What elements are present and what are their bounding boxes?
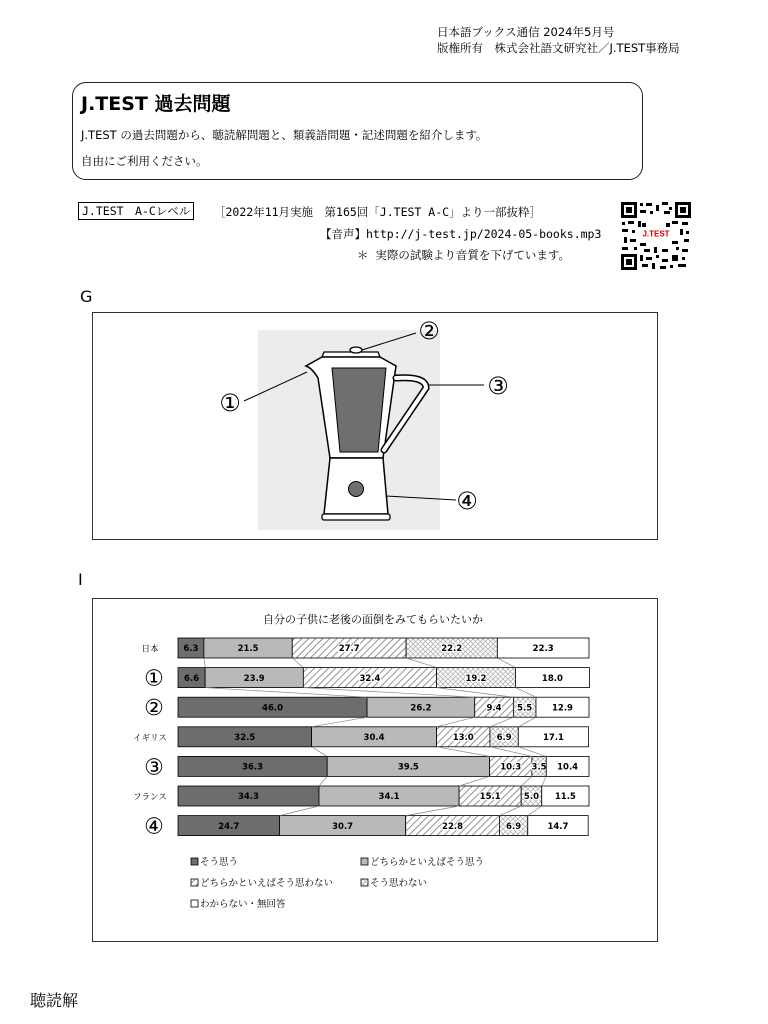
- qr-code-image: [620, 201, 692, 271]
- connector-line: [437, 717, 475, 727]
- data-label: 27.7: [338, 644, 360, 655]
- pot-content: [332, 368, 386, 452]
- data-label: 13.0: [452, 733, 474, 743]
- legend-label: どちらかといえばそう思う: [370, 857, 485, 868]
- data-label: 24.7: [218, 821, 240, 832]
- intro-box: [72, 82, 643, 180]
- connector-line: [521, 776, 532, 786]
- data-label: 6.6: [184, 673, 200, 684]
- legend-label: そう思う: [200, 857, 239, 868]
- coffee-pot-illustration: [93, 313, 657, 539]
- category-label: イギリス: [133, 733, 167, 744]
- connector-line: [518, 717, 536, 727]
- data-label: 6.9: [506, 821, 522, 832]
- data-label: 22.2: [441, 644, 463, 655]
- category-label: 日本: [141, 644, 159, 655]
- intro-line-2: 自由にご利用ください。: [81, 154, 208, 168]
- stacked-bar-chart: [93, 599, 657, 941]
- legend-label: わからない・無回答: [200, 899, 286, 910]
- data-label: 18.0: [541, 673, 563, 684]
- data-label: 21.5: [237, 644, 259, 655]
- data-label: 19.2: [465, 673, 487, 684]
- data-label: 12.9: [551, 703, 573, 714]
- qr-logo-text: J.TEST: [642, 229, 670, 239]
- legend-swatch: [191, 900, 198, 907]
- connector-line: [518, 747, 546, 757]
- legend-swatch: [191, 879, 198, 886]
- section-g-panel: [92, 312, 658, 540]
- data-label: 6.3: [183, 644, 199, 655]
- data-label: 22.8: [442, 821, 464, 832]
- connector-line: [490, 717, 513, 727]
- source-note: ［2022年11月実施 第165回「J.TEST A-C」より一部抜粋］: [214, 205, 542, 219]
- callout-label-2: ②: [418, 317, 440, 345]
- connector-line: [406, 658, 436, 668]
- connector-line: [205, 688, 367, 698]
- connector-line: [490, 747, 532, 757]
- connector-line: [528, 806, 542, 816]
- data-label: 36.3: [242, 762, 264, 773]
- connector-line: [280, 806, 319, 816]
- category-label: ③: [144, 755, 164, 781]
- data-label: 9.4: [486, 703, 502, 714]
- legend-label: どちらかといえばそう思わない: [200, 878, 334, 889]
- data-label: 10.3: [500, 762, 522, 773]
- connector-line: [204, 658, 205, 668]
- connector-line: [406, 806, 459, 816]
- connector-line: [319, 776, 327, 786]
- data-label: 34.1: [378, 792, 400, 803]
- legend-swatch: [361, 858, 368, 865]
- data-label: 17.1: [542, 733, 564, 743]
- category-label: フランス: [133, 792, 167, 803]
- data-label: 15.1: [479, 792, 501, 803]
- data-label: 10.4: [557, 762, 579, 773]
- header-line-2: 版権所有 株式会社語文研究社／J.TEST事務局: [437, 41, 680, 55]
- legend-label: そう思わない: [370, 878, 428, 889]
- data-label: 22.3: [532, 644, 554, 655]
- power-button-icon: [349, 482, 364, 497]
- callout-label-3: ③: [487, 372, 509, 400]
- quality-note: ＊ 実際の試験より音質を下げています。: [357, 248, 571, 262]
- data-label: 30.4: [363, 733, 385, 743]
- section-i-panel: [92, 598, 658, 942]
- connector-line: [312, 717, 367, 727]
- connector-line: [459, 776, 489, 786]
- connector-line: [499, 806, 521, 816]
- chart-title: 自分の子供に老後の面倒をみてもらいたいか: [263, 613, 483, 626]
- data-label: 32.5: [234, 733, 256, 743]
- category-label: ④: [144, 814, 164, 840]
- section-i-label: I: [78, 570, 83, 589]
- data-label: 30.7: [332, 821, 354, 832]
- audio-link[interactable]: 【音声】http://j-test.jp/2024-05-books.mp3: [320, 227, 602, 241]
- connector-line: [542, 776, 547, 786]
- data-label: 32.4: [359, 673, 381, 684]
- data-label: 26.2: [410, 703, 432, 714]
- data-label: 14.7: [547, 821, 569, 832]
- legend-swatch: [361, 879, 368, 886]
- section-g-label: G: [80, 287, 93, 306]
- legend-swatch: [191, 858, 198, 865]
- connector-line: [515, 688, 536, 698]
- category-label: ②: [144, 696, 164, 722]
- category-label: ①: [144, 666, 164, 692]
- data-label: 6.9: [496, 733, 512, 743]
- data-label: 5.0: [523, 792, 539, 803]
- intro-title: J.TEST 過去問題: [81, 93, 231, 115]
- section-footer-label: 聴読解: [30, 991, 79, 1010]
- connector-line: [437, 747, 490, 757]
- connector-line: [292, 658, 303, 668]
- qr-code[interactable]: [620, 201, 692, 271]
- connector-line: [497, 658, 515, 668]
- header-line-1: 日本語ブックス通信 2024年5月号: [437, 25, 615, 39]
- callout-label-1: ①: [219, 389, 241, 417]
- data-label: 5.5: [517, 703, 533, 714]
- callout-label-4: ④: [456, 487, 478, 515]
- data-label: 46.0: [262, 703, 284, 714]
- data-label: 39.5: [397, 762, 419, 773]
- data-label: 11.5: [554, 792, 576, 803]
- data-label: 3.5: [531, 762, 547, 773]
- connector-line: [312, 747, 328, 757]
- level-badge: J.TEST A-Cレベル: [78, 202, 194, 220]
- intro-line-1: J.TEST の過去問題から、聴読解問題と、類義語問題・記述問題を紹介します。: [81, 128, 488, 142]
- data-label: 34.3: [237, 792, 259, 803]
- data-label: 23.9: [243, 673, 265, 684]
